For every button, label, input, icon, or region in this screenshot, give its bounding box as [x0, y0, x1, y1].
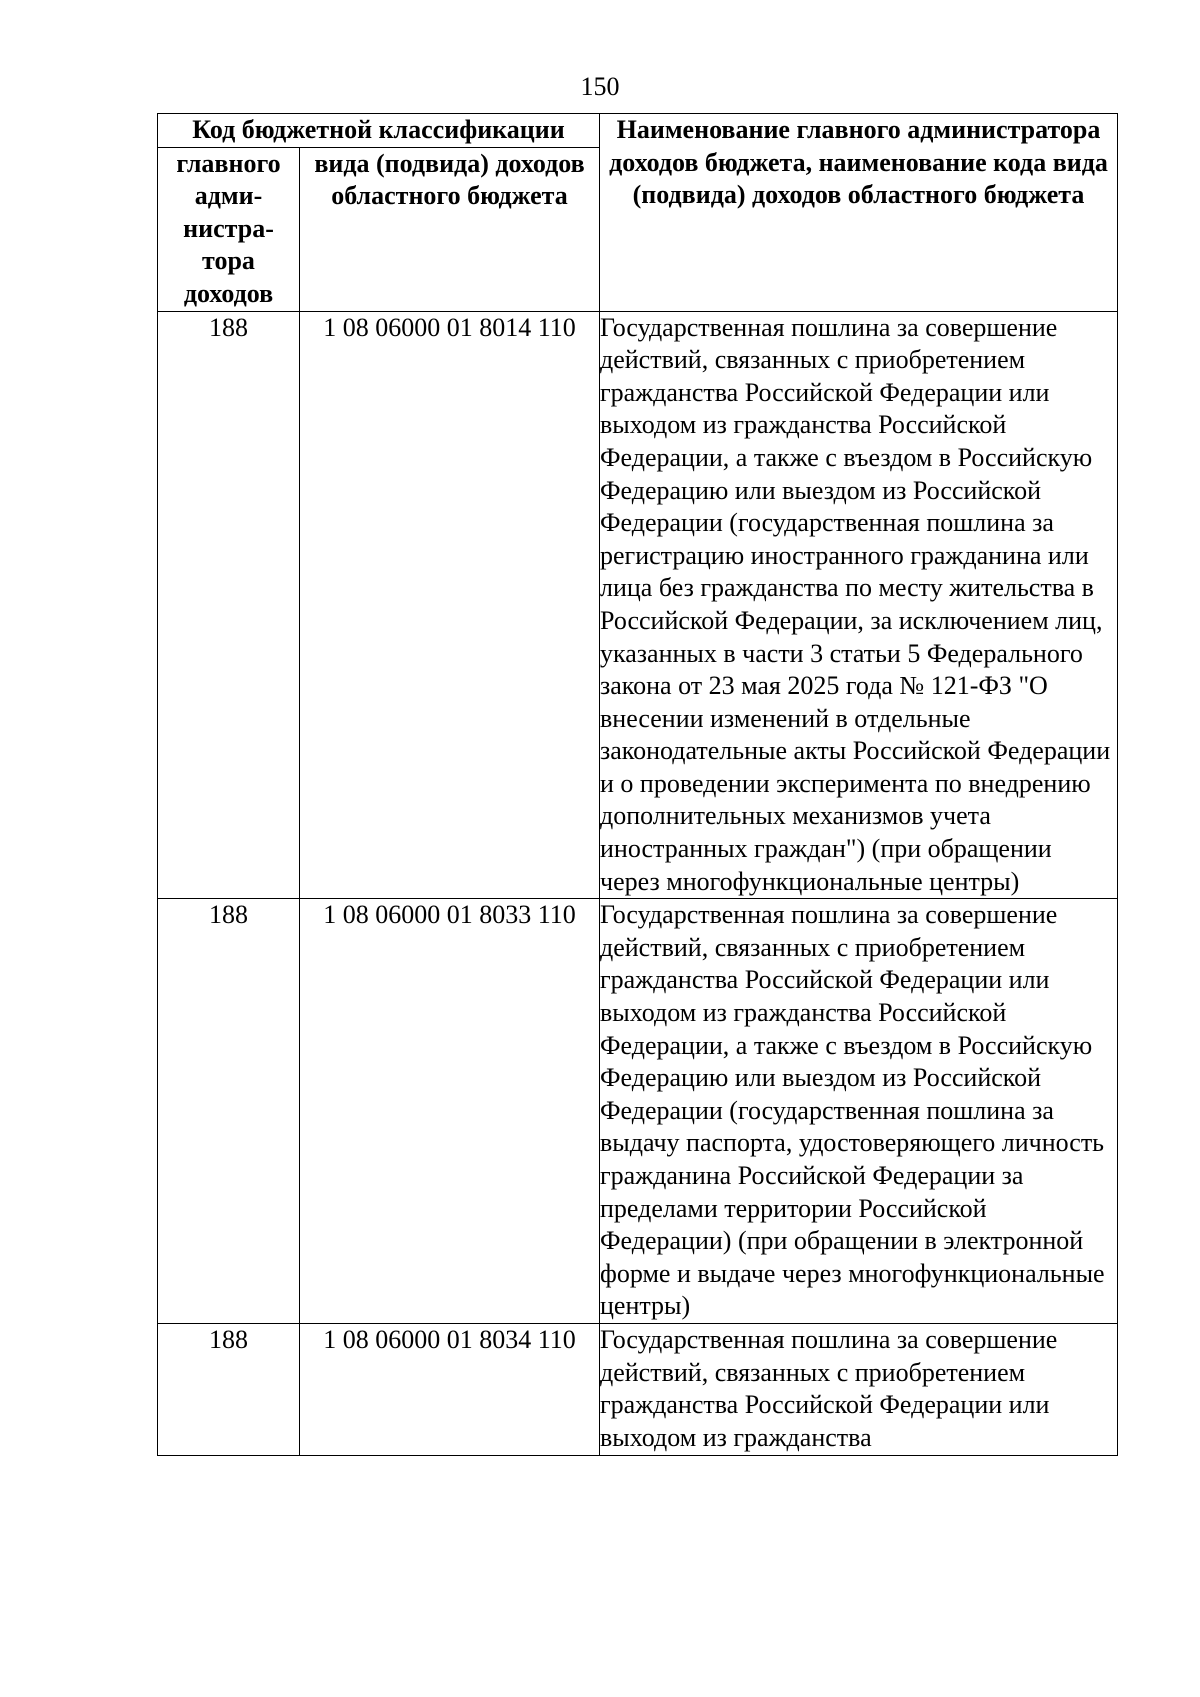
income-name-cell: Государственная пошлина за совершение действий, связанных с приобретением гражданства Российской Федерации или выходом из гражданства Российской Федерации, а также с въездом в Российскую Федерацию или выездом из Российской Федерации (государственная пошлина за выдачу паспорта, удостоверяющего личность гражданина Российской Федерации за пределами территории Российской Федерации) (при обращении в электронной форме и выдаче через многофункциональные центры): [600, 899, 1118, 1324]
income-name-cell: Государственная пошлина за совершение действий, связанных с приобретением гражданства Российской Федерации или выходом из гражданства Российской Федерации, а также с въездом в Российскую Федерацию или выездом из Российской Федерации (государственная пошлина за регистрацию иностранного гражданина или лица без гражданства по месту жительства в Российской Федерации, за исключением лиц, указанных в части 3 статьи 5 Федерального закона от 23 мая 2025 года № 121-ФЗ "О внесении изменений в отдельные законодательные акты Российской Федерации и о проведении эксперимента по внедрению дополнительных механизмов учета иностранных граждан") (при обращении через многофункциональные центры): [600, 311, 1118, 899]
admin-code-cell: 188: [158, 899, 300, 1324]
income-name-text: Государственная пошлина за совершение действий, связанных с приобретением гражданства Российской Федерации или выходом из гражданства: [600, 1324, 1058, 1452]
table-row: [158, 899, 1118, 1324]
income-code-cell: 1 08 06000 01 8014 110: [300, 311, 600, 899]
page-number: 150: [580, 72, 620, 101]
table-row: [158, 1323, 1118, 1455]
admin-code-cell: 188: [158, 1323, 300, 1455]
header-name-column: Наименование главного администратора доходов бюджета, наименование кода вида (подвида) доходов областного бюджета: [600, 114, 1118, 312]
income-code-cell: 1 08 06000 01 8033 110: [300, 899, 600, 1324]
income-code-cell: 1 08 06000 01 8034 110: [300, 1323, 600, 1455]
header-budget-classification-code: Код бюджетной классификации: [158, 114, 600, 148]
header-main-administrator-column: главного адми- нистра- тора доходов: [158, 147, 300, 311]
admin-code-cell: 188: [158, 311, 300, 899]
income-name-cell: [600, 1323, 1118, 1455]
budget-classification-table: [157, 113, 1118, 1456]
header-income-kind-column: вида (подвида) доходов областного бюджета: [300, 147, 600, 311]
table-row: [158, 311, 1118, 899]
